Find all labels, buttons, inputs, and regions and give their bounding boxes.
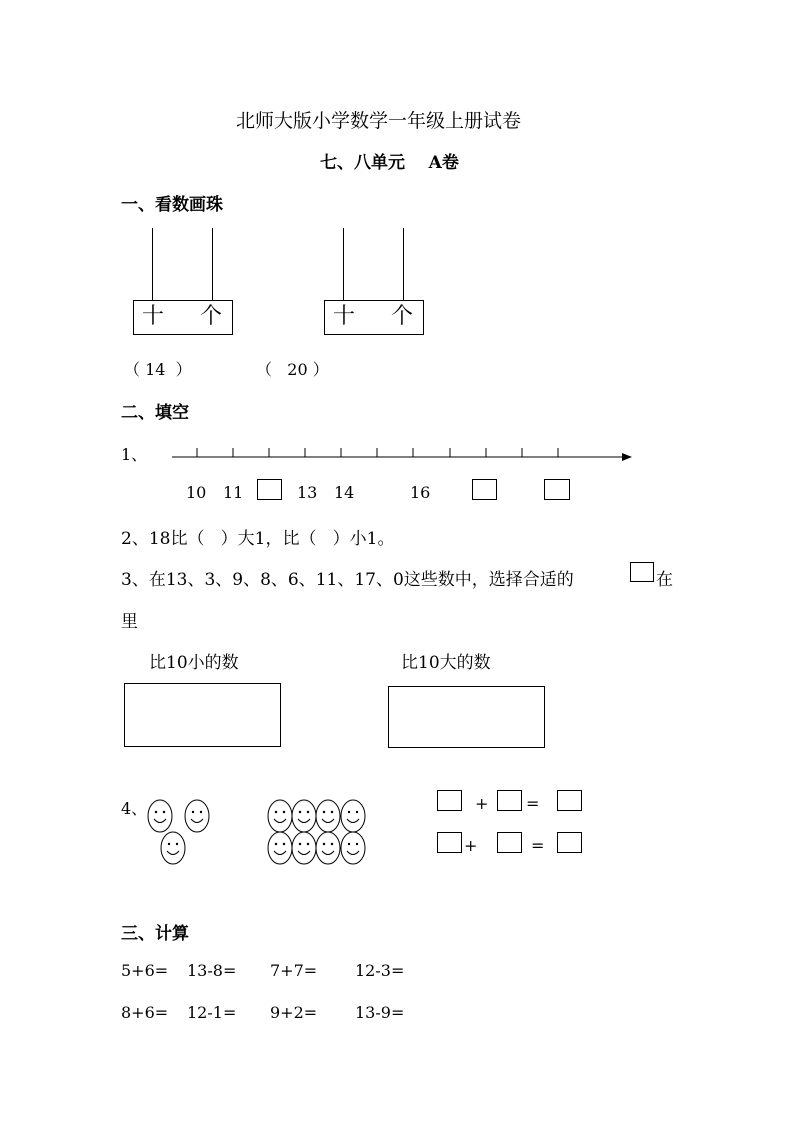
abacus-2-tens-label: 十 xyxy=(333,304,356,329)
eq2-plus: + xyxy=(464,836,478,855)
q3-text-after: 在 xyxy=(656,570,673,590)
page-subtitle: 七、八单元 A卷 xyxy=(320,153,459,173)
calc-8: 13-9= xyxy=(355,1003,405,1022)
tick-label-16: 16 xyxy=(410,483,431,502)
eq1-equals: = xyxy=(526,794,540,813)
smiley-face-icon xyxy=(185,800,209,832)
tick-label-11: 11 xyxy=(223,483,244,502)
smiley-group-8 xyxy=(268,800,365,864)
smiley-face-icon xyxy=(268,800,292,832)
page-title: 北师大版小学数学一年级上册试卷 xyxy=(236,110,522,132)
calc-2: 13-8= xyxy=(187,961,237,980)
smiley-face-icon xyxy=(292,832,316,864)
smiley-face-icon xyxy=(148,800,172,832)
abacus-1-tens-label: 十 xyxy=(142,304,165,329)
abacus-1-answer: （ 14 ） xyxy=(124,360,192,379)
q4-label: 4、 xyxy=(121,799,148,818)
calc-7: 9+2= xyxy=(270,1003,318,1022)
smiley-face-icon xyxy=(316,800,340,832)
q3-text: 3、在13、3、9、8、6、11、17、0这些数中，选择合适的 xyxy=(121,570,574,590)
calc-3: 7+7= xyxy=(270,961,318,980)
calc-4: 12-3= xyxy=(355,961,405,980)
smiley-face-icon xyxy=(341,832,365,864)
eq2-box-1[interactable] xyxy=(437,832,462,853)
less-than-10-label: 比10小的数 xyxy=(149,653,239,673)
smiley-face-icon xyxy=(268,832,292,864)
eq1-box-3[interactable] xyxy=(557,790,582,811)
calc-6: 12-1= xyxy=(187,1003,237,1022)
q1-label: 1、 xyxy=(121,445,148,464)
eq2-box-3[interactable] xyxy=(557,832,582,853)
smiley-group-3 xyxy=(148,800,209,864)
smiley-face-icon xyxy=(292,800,316,832)
tick-label-14: 14 xyxy=(334,483,355,502)
eq2-equals: = xyxy=(531,836,545,855)
eq2-box-2[interactable] xyxy=(497,832,522,853)
section3-heading: 三、计算 xyxy=(121,924,189,944)
calc-1: 5+6= xyxy=(121,961,169,980)
greater-than-10-label: 比10大的数 xyxy=(401,653,491,673)
calc-5: 8+6= xyxy=(121,1003,169,1022)
abacus-1-ones-label: 个 xyxy=(200,304,223,329)
section1-heading: 一、看数画珠 xyxy=(121,195,223,215)
smiley-face-icon xyxy=(316,832,340,864)
abacus-2-answer: （ 20 ） xyxy=(256,360,329,379)
q2-text: 2、18比（ ）大1，比（ ）小1。 xyxy=(121,529,395,549)
eq1-plus: + xyxy=(475,794,489,813)
q3-text-line2: 里 xyxy=(121,612,138,632)
eq1-box-1[interactable] xyxy=(437,790,462,811)
section2-heading: 二、填空 xyxy=(121,403,189,423)
tick-label-13: 13 xyxy=(297,483,318,502)
eq1-box-2[interactable] xyxy=(497,790,522,811)
smiley-face-icon xyxy=(161,832,185,864)
abacus-2-ones-label: 个 xyxy=(391,304,414,329)
smiley-face-icon xyxy=(341,800,365,832)
tick-label-10: 10 xyxy=(186,483,207,502)
